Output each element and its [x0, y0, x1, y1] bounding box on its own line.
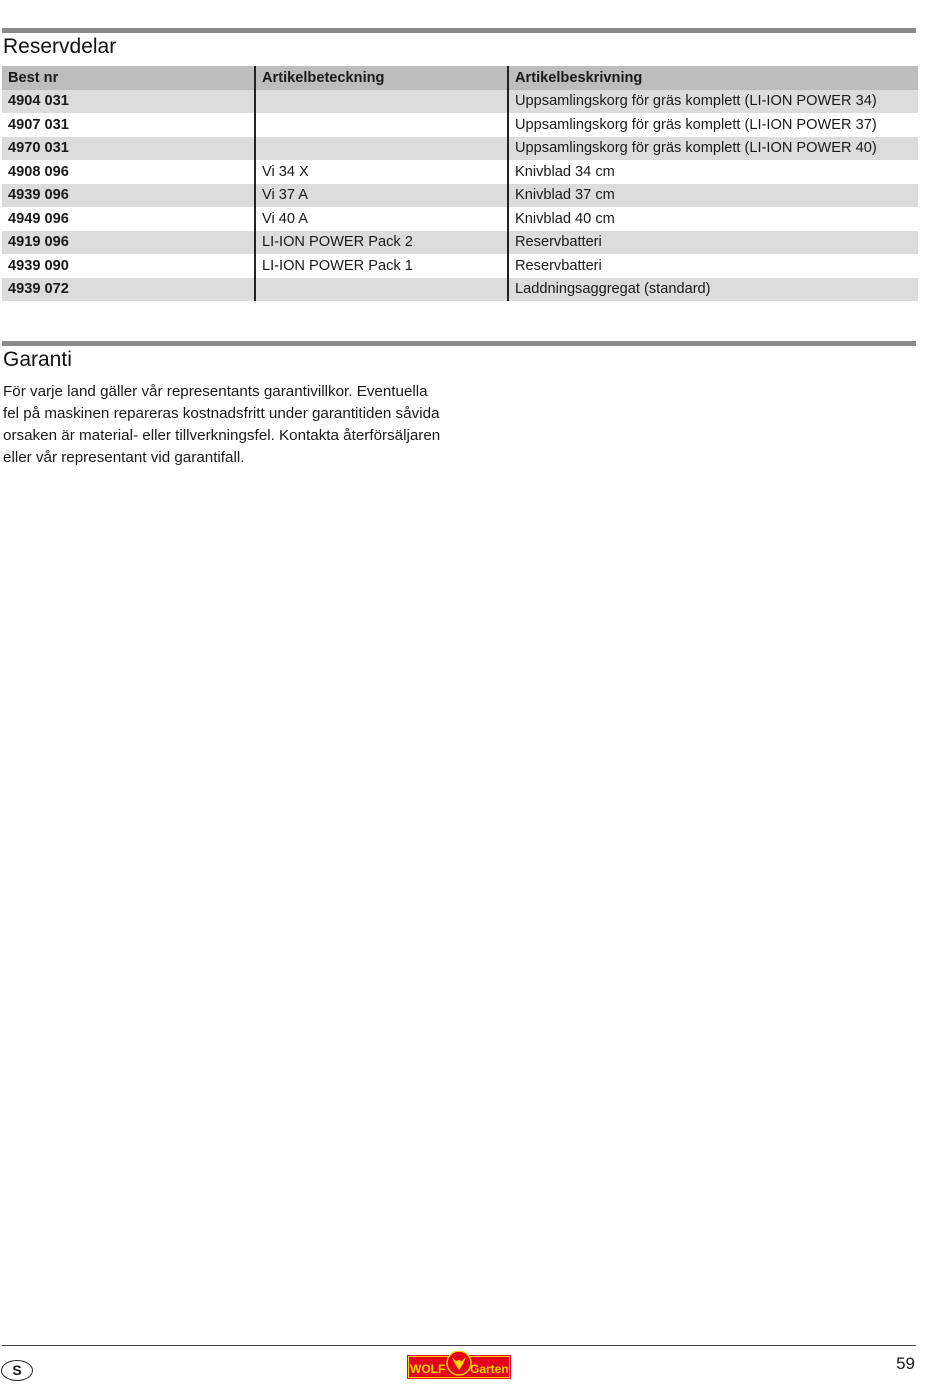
cell-best-nr: 4970 031 — [2, 137, 255, 161]
cell-description: Knivblad 34 cm — [508, 160, 918, 184]
cell-description: Uppsamlingskorg för gräs komplett (LI-ION POWER 34) — [508, 90, 918, 114]
cell-description: Reservbatteri — [508, 231, 918, 255]
table-row — [2, 254, 918, 278]
warranty-line: fel på maskinen repareras kostnadsfritt under garantitiden såvida — [3, 405, 440, 422]
warranty-line: orsaken är material- eller tillverkningsfel. Kontakta återförsäljaren — [3, 427, 441, 444]
footer-rule — [2, 1345, 916, 1346]
column-header-artikelbeskrivning: Artikelbeskrivning — [508, 66, 918, 90]
cell-best-nr: 4939 096 — [2, 184, 255, 208]
warranty-rule — [2, 341, 916, 346]
cell-best-nr: 4919 096 — [2, 231, 255, 255]
logo-wordmark-left: WOLF — [410, 1362, 446, 1376]
cell-designation — [255, 278, 508, 302]
cell-designation: LI-ION POWER Pack 1 — [255, 254, 508, 278]
top-rule — [2, 28, 916, 33]
cell-best-nr: 4907 031 — [2, 113, 255, 137]
warranty-line: För varje land gäller vår representants garantivillkor. Eventuella — [3, 383, 428, 400]
cell-best-nr: 4949 096 — [2, 207, 255, 231]
cell-best-nr: 4939 072 — [2, 278, 255, 302]
cell-best-nr: 4939 090 — [2, 254, 255, 278]
wolf-garten-logo — [407, 1351, 511, 1379]
cell-description: Laddningsaggregat (standard) — [508, 278, 918, 302]
column-header-artikelbeteckning: Artikelbeteckning — [255, 66, 508, 90]
logo-wordmark-right: Garten — [470, 1362, 509, 1376]
table-row — [2, 207, 918, 231]
page-number: 59 — [896, 1354, 915, 1373]
table-row — [2, 90, 918, 114]
cell-designation — [255, 137, 508, 161]
table-row — [2, 184, 918, 208]
cell-description: Reservbatteri — [508, 254, 918, 278]
warranty-line: eller vår representant vid garantifall. — [3, 449, 245, 466]
cell-designation: Vi 37 A — [255, 184, 508, 208]
cell-description: Knivblad 37 cm — [508, 184, 918, 208]
cell-description: Knivblad 40 cm — [508, 207, 918, 231]
table-row — [2, 160, 918, 184]
table-header-row — [2, 66, 918, 90]
cell-designation — [255, 113, 508, 137]
cell-description: Uppsamlingskorg för gräs komplett (LI-ION POWER 37) — [508, 113, 918, 137]
spare-parts-table — [2, 66, 918, 301]
cell-designation — [255, 90, 508, 114]
warranty-title: Garanti — [3, 348, 72, 371]
table-row — [2, 113, 918, 137]
cell-designation: Vi 40 A — [255, 207, 508, 231]
column-header-best-nr: Best nr — [2, 66, 255, 90]
language-badge: S — [1, 1360, 33, 1381]
table-row — [2, 137, 918, 161]
cell-best-nr: 4908 096 — [2, 160, 255, 184]
table-row — [2, 278, 918, 302]
table-row — [2, 231, 918, 255]
cell-designation: Vi 34 X — [255, 160, 508, 184]
cell-description: Uppsamlingskorg för gräs komplett (LI-ION POWER 40) — [508, 137, 918, 161]
warranty-text — [3, 381, 463, 469]
cell-designation: LI-ION POWER Pack 2 — [255, 231, 508, 255]
cell-best-nr: 4904 031 — [2, 90, 255, 114]
spare-parts-title: Reservdelar — [3, 35, 117, 58]
